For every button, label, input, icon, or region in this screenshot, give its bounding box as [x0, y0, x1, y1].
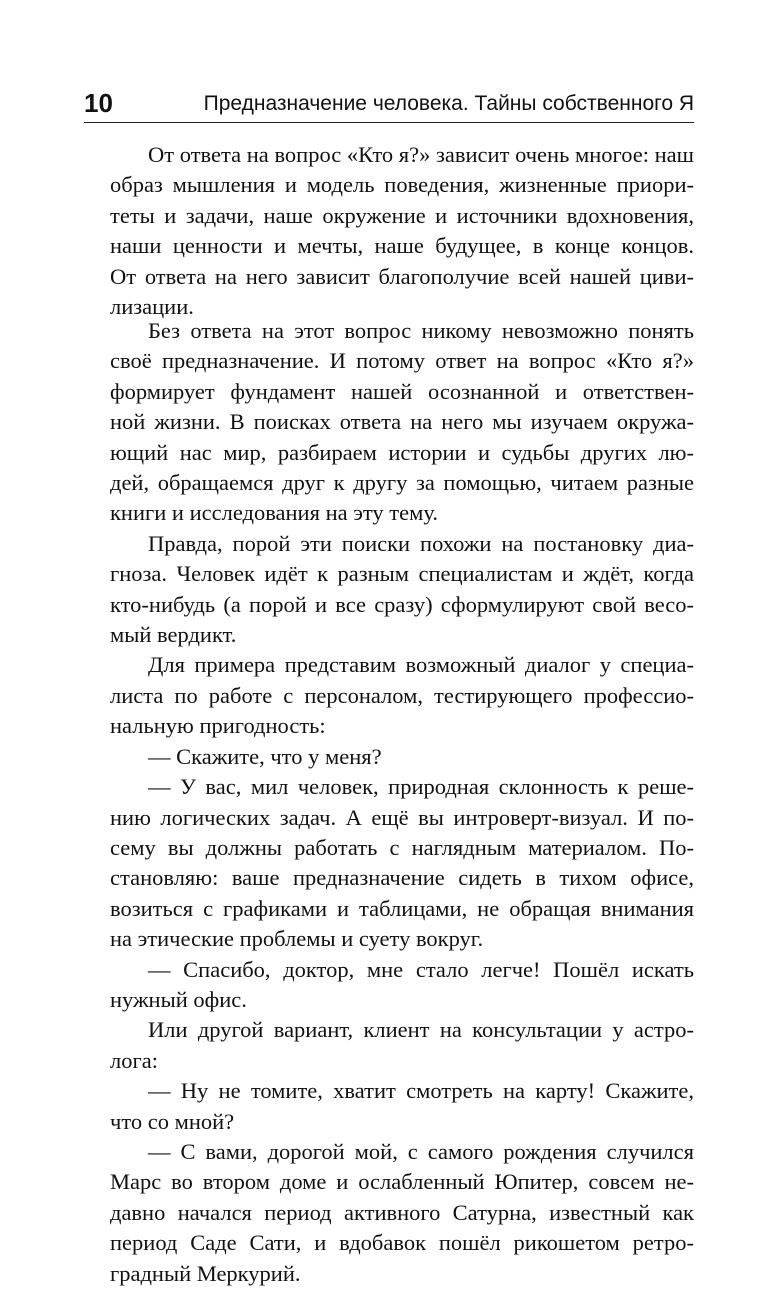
text-line: — У вас, мил человек, природная склонность к реше-: [148, 774, 694, 800]
body-text-block-2: [110, 316, 694, 1289]
text-line: ющий нас мир, разбираем истории и судьбы других лю-: [110, 439, 694, 465]
text-line: Или другой вариант, клиент на консультации у астро-: [148, 1017, 694, 1043]
text-line: — Спасибо, доктор, мне стало легче! Пошёл искать: [148, 956, 694, 982]
header-divider: [84, 122, 694, 123]
text-line: теты и задачи, наше окружение и источники вдохновения,: [110, 202, 694, 228]
text-line: дей, обращаемся друг к другу за помощью, читаем разные: [110, 470, 694, 496]
text-line: нию логических задач. А ещё вы интроверт-визуал. И по-: [110, 804, 694, 830]
text-line: листа по работе с персоналом, тестирующего профессио-: [110, 682, 694, 708]
text-line: лога:: [110, 1047, 158, 1073]
text-line: лизации.: [110, 294, 194, 320]
text-line: Без ответа на этот вопрос никому невозможно понять: [148, 318, 694, 343]
text-line: — Скажите, что у меня?: [148, 743, 382, 769]
text-line: давно начался период активного Сатурна, известный как: [110, 1199, 694, 1225]
text-line: наши ценности и мечты, наше будущее, в конце концов.: [110, 233, 694, 259]
text-line: что со мной?: [110, 1108, 235, 1134]
text-line: От ответа на него зависит благополучие всей нашей циви-: [110, 263, 694, 289]
text-line: кто-нибудь (а порой и все сразу) сформулируют свой весо-: [110, 591, 694, 617]
text-line: гноза. Человек идёт к разным специалистам и ждёт, когда: [110, 561, 694, 587]
text-line: Правда, порой эти поиски похожи на постановку диа-: [148, 530, 694, 556]
text-line: Для примера представим возможный диалог у специа-: [148, 652, 694, 678]
text-line: становляю: ваше предназначение сидеть в тихом офисе,: [110, 865, 694, 891]
text-line: мый вердикт.: [110, 622, 237, 648]
text-line: — Ну не томите, хватит смотреть на карту! Скажите,: [148, 1078, 694, 1104]
text-line: образ мышления и модель поведения, жизненные приори-: [110, 172, 694, 198]
text-line: градный Меркурий.: [110, 1260, 301, 1286]
text-line: ной жизни. В поисках ответа на него мы изучаем окружа-: [110, 409, 694, 435]
text-line: формирует фундамент нашей осознанной и ответствен-: [110, 378, 694, 404]
page-header: [84, 88, 694, 124]
running-title: Предназначение человека. Тайны собственного Я: [203, 92, 694, 115]
text-line: — С вами, дорогой мой, с самого рождения случился: [148, 1138, 694, 1164]
text-line: нужный офис.: [110, 986, 247, 1012]
text-line: От ответа на вопрос «Кто я?» зависит очень многое: наш: [148, 142, 694, 167]
text-line: нальную пригодность:: [110, 713, 326, 739]
text-line: на этические проблемы и суету вокруг.: [110, 926, 484, 952]
text-line: возиться с графиками и таблицами, не обращая внимания: [110, 895, 694, 921]
page-number: 10: [84, 88, 113, 118]
text-line: своё предназначение. И потому ответ на вопрос «Кто я?»: [110, 348, 694, 374]
text-line: сему вы должны работать с наглядным материалом. По-: [110, 834, 694, 860]
body-text-block-1: [110, 140, 694, 322]
text-line: книги и исследования на эту тему.: [110, 500, 438, 526]
text-line: период Саде Сати, и вдобавок пошёл рикошетом ретро-: [110, 1230, 694, 1256]
text-line: Марс во втором доме и ослабленный Юпитер, совсем не-: [110, 1169, 694, 1195]
